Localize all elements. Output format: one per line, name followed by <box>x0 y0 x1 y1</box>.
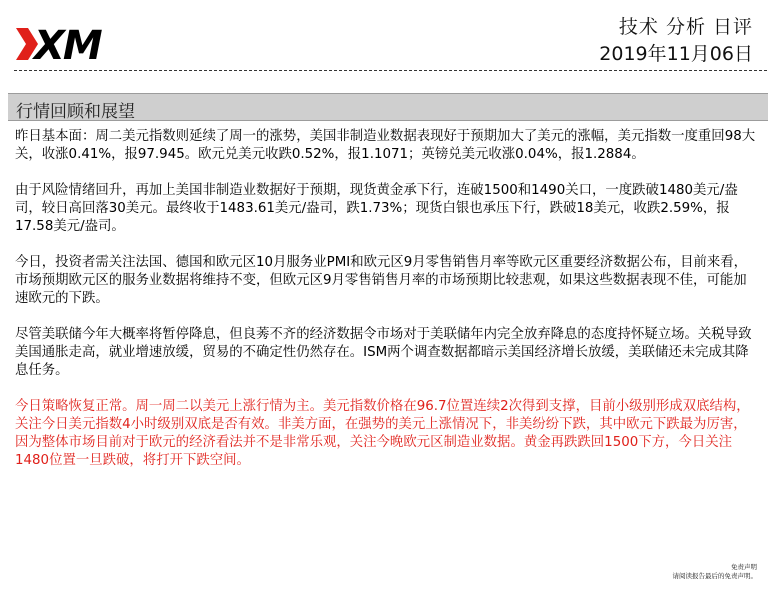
logo-text: XM <box>34 23 101 66</box>
report-type: 技术 分析 日评 <box>618 16 753 38</box>
paragraph-gold-silver: 由于风险情绪回升，再加上美国非制造业数据好于预期，现货黄金承下行，连破1500和1490关口，一度跌破1480美元/盎司，较日高回落30美元。最终收于1483.61美元/盎司，跌1.73%；现货白银也承压下行，跌破18美元，收跌2.59%，报17.58美元/盎司。 <box>15 183 738 234</box>
report-body <box>15 128 757 488</box>
section-title: 行情回顾和展望 <box>16 102 135 122</box>
paragraph-today-outlook: 今日，投资者需关注法国、德国和欧元区10月服务业PMI和欧元区9月零售销售月率等欧元区重要经济数据公布，目前来看，市场预期欧元区的服务业数据将维持不变，但欧元区9月零售销售月率的市场预期比较悲观，如果这些数据表现不佳，可能加速欧元的下跌。 <box>15 255 748 306</box>
disclaimer-footer <box>673 563 758 581</box>
paragraph-strategy: 今日策略恢复正常。周一周二以美元上涨行情为主。美元指数价格在96.7位置连续2次得到支撑，目前小级别形成双底结构，关注今日美元指数4小时级别双底是否有效。非美方面，在强势的美元上涨情况下，非美纷纷下跌，其中欧元下跌最为厉害，因为整体市场目前对于欧元的经济看法并不是非常乐观，关注今晚欧元区制造业数据。黄金再跌跌回1500下方，今日关注1480位置一旦跌破，将打开下跌空间。 <box>15 399 750 468</box>
report-date: 2019年11月06日 <box>599 43 753 65</box>
paragraph-fed: 尽管美联储今年大概率将暂停降息，但良莠不齐的经济数据令市场对于美联储年内完全放弃降息的态度持怀疑立场。关税导致美国通胀走高，就业增速放缓，贸易的不确定性仍然存在。ISM两个调查数据都暗示美国经济增长放缓，美联储还未完成其降息任务。 <box>15 327 752 378</box>
disclaimer-title: 免责声明 <box>731 563 757 571</box>
page-header <box>0 0 779 80</box>
header-divider <box>14 70 767 71</box>
disclaimer-note: 请阅读报告最后的免责声明。 <box>672 572 757 580</box>
section-header <box>8 93 768 121</box>
xm-logo <box>14 22 144 66</box>
paragraph-fundamentals: 昨日基本面：周二美元指数则延续了周一的涨势，美国非制造业数据表现好于预期加大了美元的涨幅，美元指数一度重回98大关，收涨0.41%，报97.945。欧元兑美元收跌0.52%，报1.1071；英镑兑美元收涨0.04%，报1.2884。 <box>15 129 756 162</box>
